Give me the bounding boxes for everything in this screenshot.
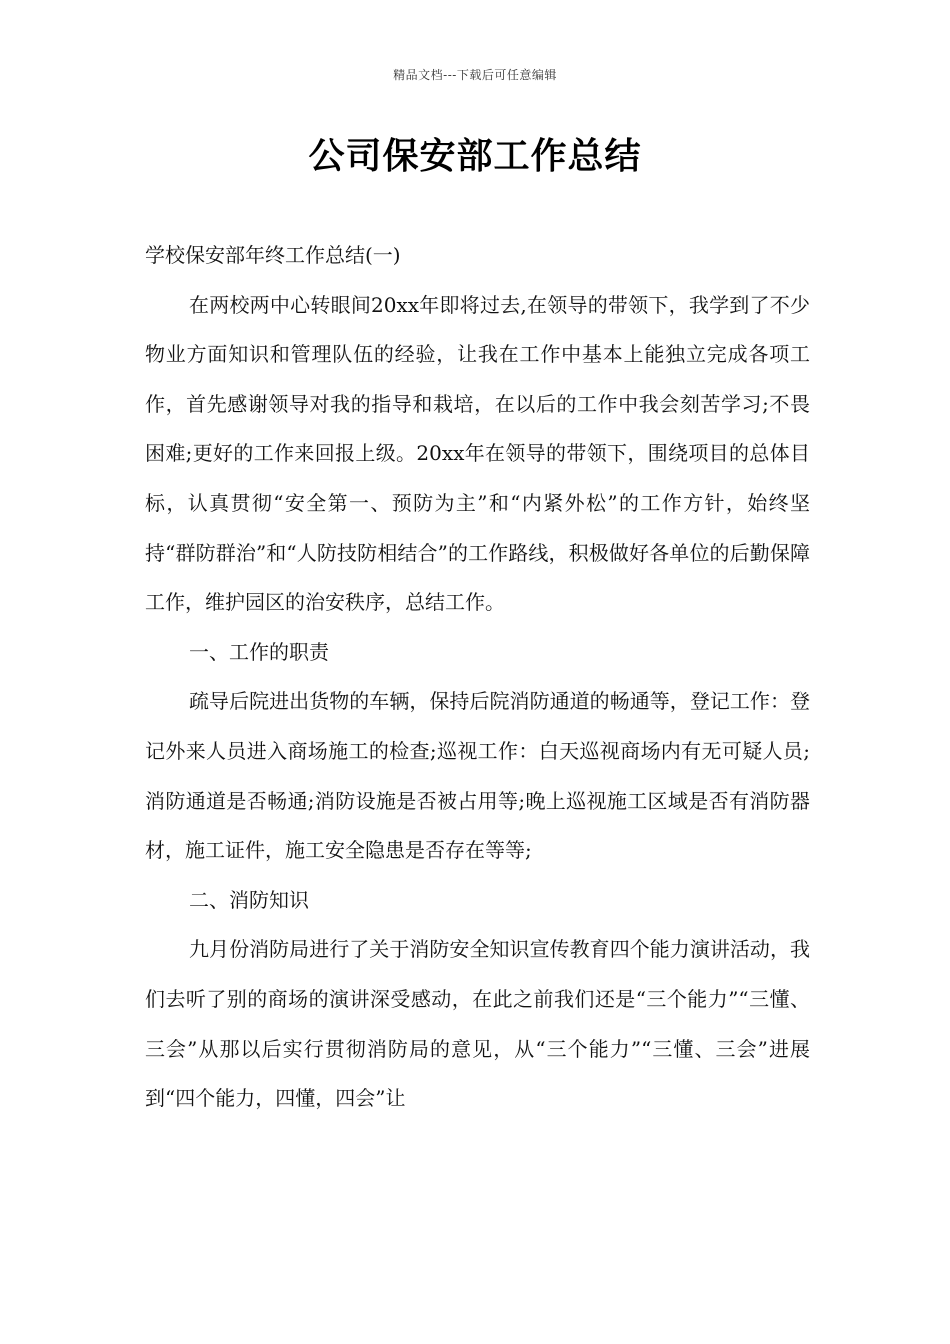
document-subtitle: 学校保安部年终工作总结(一)	[145, 243, 401, 267]
intro-paragraph: 在两校两中心转眼间20xx年即将过去,在领导的带领下，我学到了不少物业方面知识和管理队伍的经验，让我在工作中基本上能独立完成各项工作，首先感谢领导对我的指导和栽培，在以后的工作中我会刻苦学习;不畏困难;更好的工作来回报上级。20xx年在领导的带领下，围绕项目的总体目标，认真贯彻“安全第一、预防为主”和“内紧外松”的工作方针，始终坚持“群防群治”和“人防技防相结合”的工作路线，积极做好各单位的后勤保障工作，维护园区的治安秩序，总结工作。	[145, 292, 810, 615]
duties-paragraph: 疏导后院进出货物的车辆，保持后院消防通道的畅通等，登记工作：登记外来人员进入商场施工的检查;巡视工作：白天巡视商场内有无可疑人员;消防通道是否畅通;消防设施是否被占用等;晚上巡视施工区域是否有消防器材，施工证件，施工安全隐患是否存在等等;	[145, 689, 810, 863]
document-body	[145, 231, 810, 1173]
section-heading-duties: 一、工作的职责	[189, 639, 329, 664]
fire-knowledge-paragraph: 九月份消防局进行了关于消防安全知识宣传教育四个能力演讲活动，我们去听了别的商场的演讲深受感动，在此之前我们还是“三个能力”“三懂、三会”从那以后实行贯彻消防局的意见，从“三个能力”“三懂、三会”进展到“四个能力，四懂，四会”让	[145, 937, 810, 1111]
section-heading-fire-knowledge: 二、消防知识	[189, 887, 309, 912]
header-note: 精品文档---下载后可任意编辑	[393, 68, 557, 82]
document-title: 公司保安部工作总结	[308, 136, 642, 177]
